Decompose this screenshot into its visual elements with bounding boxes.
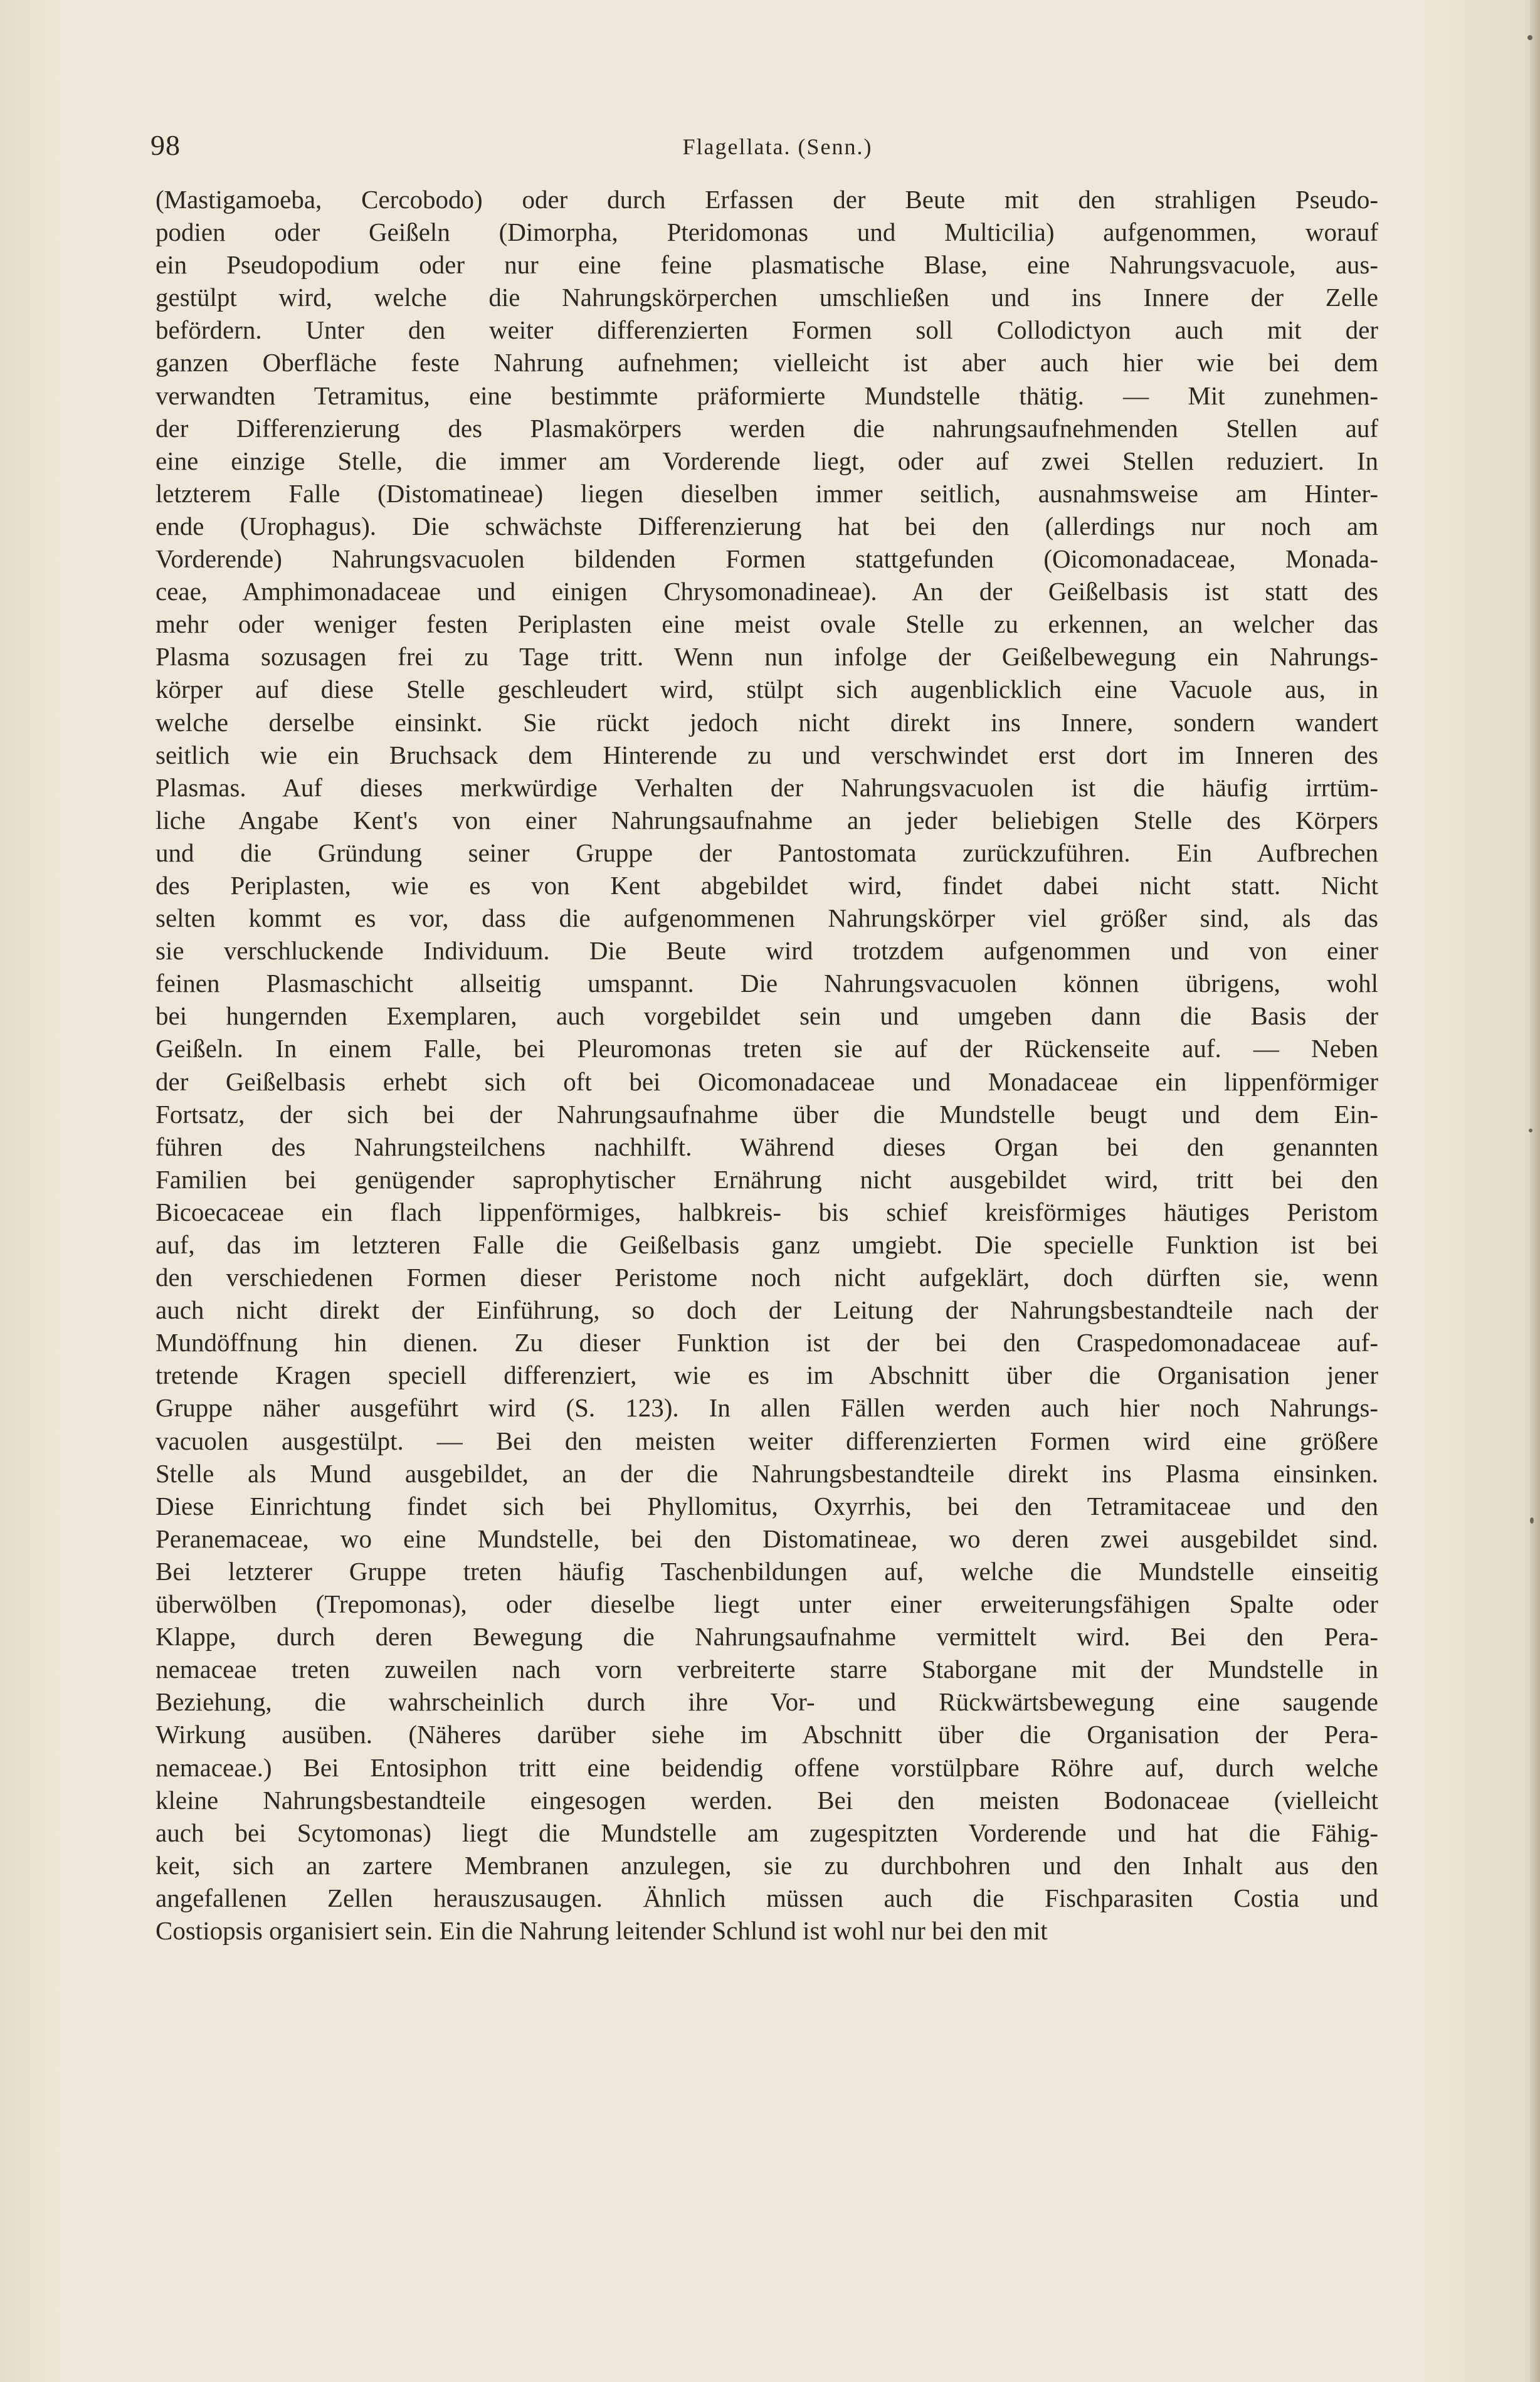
text-line: Plasma sozusagen frei zu Tage tritt. Wenn nun infolge der Geißelbewegung ein Nahrungs- <box>156 642 1378 672</box>
text-line: Geißeln. In einem Falle, bei Pleuromonas treten sie auf der Rückenseite auf. — Neben <box>156 1034 1378 1063</box>
text-line: des Periplasten, wie es von Kent abgebildet wird, findet dabei nicht statt. Nicht <box>156 870 1378 900</box>
text-line: Vorderende) Nahrungsvacuolen bildenden Formen stattgefunden (Oicomonadaceae, Monada- <box>156 544 1378 574</box>
text-line: auf, das im letzteren Falle die Geißelbasis ganz umgiebt. Die specielle Funktion ist bei <box>156 1230 1378 1259</box>
text-line: kleine Nahrungsbestandteile eingesogen werden. Bei den meisten Bodonaceae (vielleicht <box>156 1785 1378 1815</box>
text-line: Diese Einrichtung findet sich bei Phyllomitus, Oxyrrhis, bei den Tetramitaceae und den <box>156 1491 1378 1520</box>
text-line: vacuolen ausgestülpt. — Bei den meisten weiter differenzierten Formen wird eine größere <box>156 1426 1378 1455</box>
text-line: welche derselbe einsinkt. Sie rückt jedoch nicht direkt ins Innere, sondern wandert <box>156 707 1378 737</box>
text-line: liche Angabe Kent's von einer Nahrungsaufnahme an jeder beliebigen Stelle des Körpers <box>156 805 1378 835</box>
text-line: angefallenen Zellen herauszusaugen. Ähnlich müssen auch die Fischparasiten Costia und <box>156 1883 1378 1912</box>
text-line: ceae, Amphimonadaceae und einigen Chrysomonadineae). An der Geißelbasis ist statt des <box>156 577 1378 606</box>
text-line: nemaceae treten zuweilen nach vorn verbreiterte starre Staborgane mit der Mundstelle in <box>156 1655 1378 1684</box>
text-line: überwölben (Trepomonas), oder dieselbe liegt unter einer erweiterungsfähigen Spalte oder <box>156 1589 1378 1619</box>
text-line: auch nicht direkt der Einführung, so doch der Leitung der Nahrungsbestandteile nach der <box>156 1295 1378 1325</box>
text-line: Costiopsis organisiert sein. Ein die Nahrung leitender Schlund ist wohl nur bei den mit <box>156 1916 1048 1945</box>
page-edge-shadow <box>1530 0 1540 2382</box>
margin-speck <box>1530 1517 1534 1524</box>
text-line: Familien bei genügender saprophytischer Ernährung nicht ausgebildet wird, tritt bei den <box>156 1164 1378 1194</box>
text-line: letzterem Falle (Distomatineae) liegen dieselben immer seitlich, ausnahmsweise am Hinter- <box>156 478 1378 508</box>
text-line: Klappe, durch deren Bewegung die Nahrungsaufnahme vermittelt wird. Bei den Pera- <box>156 1622 1378 1652</box>
text-line: Plasmas. Auf dieses merkwürdige Verhalten der Nahrungsvacuolen ist die häufig irrtüm- <box>156 772 1378 802</box>
page-number: 98 <box>150 129 181 161</box>
text-line: Fortsatz, der sich bei der Nahrungsaufnahme über die Mundstelle beugt und dem Ein- <box>156 1099 1378 1129</box>
margin-speck <box>1529 1129 1532 1132</box>
text-line: verwandten Tetramitus, eine bestimmte präformierte Mundstelle thätig. — Mit zunehmen- <box>156 381 1378 410</box>
text-line: Bei letzterer Gruppe treten häufig Taschenbildungen auf, welche die Mundstelle einseitig <box>156 1556 1378 1586</box>
text-line: selten kommt es vor, dass die aufgenommenen Nahrungskörper viel größer sind, als das <box>156 904 1378 933</box>
text-line: der Differenzierung des Plasmakörpers werden die nahrungsaufnehmenden Stellen auf <box>156 413 1378 443</box>
running-title: Flagellata. (Senn.) <box>682 134 873 159</box>
text-line: feinen Plasmaschicht allseitig umspannt. Die Nahrungsvacuolen können übrigens, wohl <box>156 969 1378 998</box>
text-line: Beziehung, die wahrscheinlich durch ihre Vor- und Rückwärtsbewegung eine saugende <box>156 1687 1378 1717</box>
text-line: Wirkung ausüben. (Näheres darüber siehe im Abschnitt über die Organisation der Pera- <box>156 1720 1378 1749</box>
text-line: Peranemaceae, wo eine Mundstelle, bei den Distomatineae, wo deren zwei ausgebildet sind. <box>156 1524 1378 1553</box>
page-header <box>150 129 1405 172</box>
margin-speck <box>1527 35 1532 40</box>
text-line: gestülpt wird, welche die Nahrungskörperchen umschließen und ins Innere der Zelle <box>156 283 1378 312</box>
text-line: eine einzige Stelle, die immer am Vorderende liegt, oder auf zwei Stellen reduziert. In <box>156 446 1378 475</box>
text-line: Gruppe näher ausgeführt wird (S. 123). In allen Fällen werden auch hier noch Nahrungs- <box>156 1393 1378 1423</box>
text-line: ende (Urophagus). Die schwächste Differenzierung hat bei den (allerdings nur noch am <box>156 511 1378 540</box>
text-line: tretende Kragen speciell differenziert, wie es im Abschnitt über die Organisation jener <box>156 1361 1378 1390</box>
text-line: Stelle als Mund ausgebildet, an der die Nahrungsbestandteile direkt ins Plasma einsinken. <box>156 1458 1378 1488</box>
text-line: der Geißelbasis erhebt sich oft bei Oicomonadaceae und Monadaceae ein lippenförmiger <box>156 1067 1378 1096</box>
text-line: befördern. Unter den weiter differenzierten Formen soll Collodictyon auch mit der <box>156 315 1378 345</box>
text-line: bei hungernden Exemplaren, auch vorgebildet sein und umgeben dann die Basis der <box>156 1001 1378 1031</box>
text-line: seitlich wie ein Bruchsack dem Hinterende zu und verschwindet erst dort im Inneren des <box>156 740 1378 769</box>
text-line: ein Pseudopodium oder nur eine feine plasmatische Blase, eine Nahrungsvacuole, aus- <box>156 250 1378 280</box>
text-line: körper auf diese Stelle geschleudert wird, stülpt sich augenblicklich eine Vacuole aus, in <box>156 675 1378 704</box>
text-line: sie verschluckende Individuum. Die Beute wird trotzdem aufgenommen und von einer <box>156 936 1378 966</box>
text-line: Mundöffnung hin dienen. Zu dieser Funktion ist der bei den Craspedomonadaceae auf- <box>156 1328 1378 1357</box>
body-text <box>156 183 1378 1947</box>
text-line: ganzen Oberfläche feste Nahrung aufnehmen; vielleicht ist aber auch hier wie bei dem <box>156 348 1378 377</box>
text-line: mehr oder weniger festen Periplasten eine meist ovale Stelle zu erkennen, an welcher das <box>156 609 1378 639</box>
text-line: (Mastigamoeba, Cercobodo) oder durch Erfassen der Beute mit den strahligen Pseudo- <box>156 185 1378 214</box>
text-line: Bicoecaceae ein flach lippenförmiges, halbkreis- bis schief kreisförmiges häutiges Peristom <box>156 1197 1378 1226</box>
text-line: podien oder Geißeln (Dimorpha, Pteridomonas und Multicilia) aufgenommen, worauf <box>156 218 1378 247</box>
text-line: auch bei Scytomonas) liegt die Mundstelle am zugespitzten Vorderende und hat die Fähig- <box>156 1818 1378 1847</box>
text-line: nemaceae.) Bei Entosiphon tritt eine beidendig offene vorstülpbare Röhre auf, durch welche <box>156 1752 1378 1782</box>
text-line: den verschiedenen Formen dieser Peristome noch nicht aufgeklärt, doch dürften sie, wenn <box>156 1263 1378 1292</box>
text-line: und die Gründung seiner Gruppe der Pantostomata zurückzuführen. Ein Aufbrechen <box>156 838 1378 867</box>
text-line: keit, sich an zartere Membranen anzulegen, sie zu durchbohren und den Inhalt aus den <box>156 1850 1378 1880</box>
text-line: führen des Nahrungsteilchens nachhilft. Während dieses Organ bei den genannten <box>156 1132 1378 1161</box>
